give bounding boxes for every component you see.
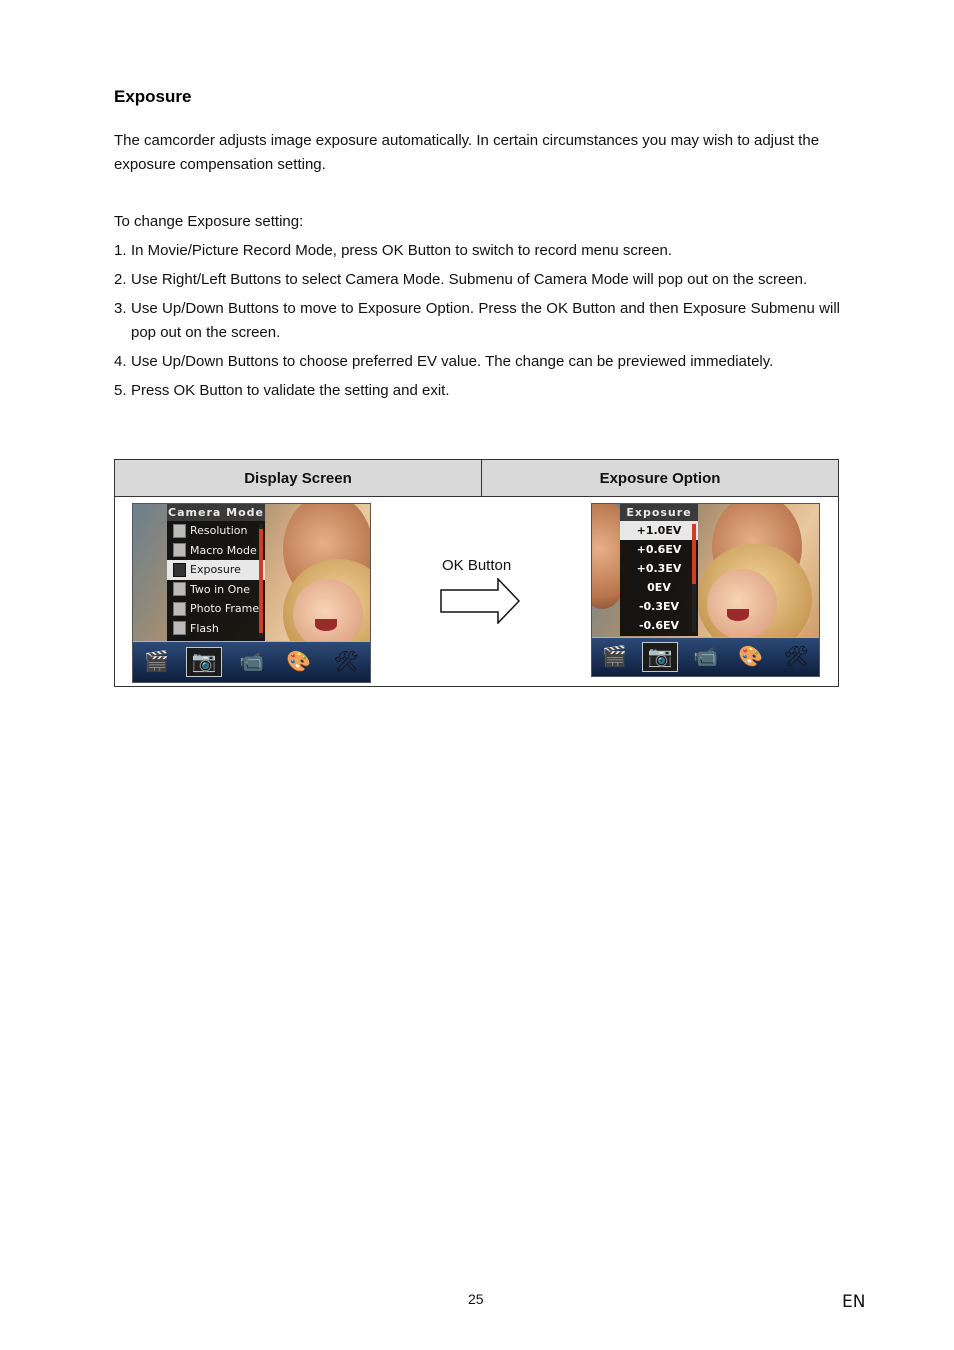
photo-frame-icon <box>173 602 186 616</box>
settings-tools-icon[interactable]: 🛠 <box>333 651 359 673</box>
language-code: EN <box>842 1292 866 1312</box>
exposure-icon <box>173 563 186 577</box>
menu-item-exposure[interactable]: Exposure <box>167 560 265 580</box>
settings-tools-icon[interactable]: 🛠 <box>783 646 809 668</box>
effect-palette-icon[interactable]: 🎨 <box>286 651 312 673</box>
menu-item-flash[interactable]: Flash <box>167 619 265 639</box>
webcam-icon[interactable]: 📹 <box>239 651 264 673</box>
step-item: 4. Use Up/Down Buttons to choose preferred EV value. The change can be previewed immediately. <box>114 353 774 370</box>
camera-mode-icon[interactable]: 📷 <box>642 642 678 672</box>
webcam-icon[interactable]: 📹 <box>693 646 718 668</box>
header-display-screen: Display Screen <box>115 460 482 497</box>
step-item: 2. Use Right/Left Buttons to select Camera Mode. Submenu of Camera Mode will pop out on the screen. <box>114 271 808 288</box>
menu-item-photo-frame[interactable]: Photo Frame <box>167 599 265 619</box>
effect-palette-icon[interactable]: 🎨 <box>738 646 764 668</box>
right-arrow-icon <box>440 578 522 624</box>
intro-paragraph: The camcorder adjusts image exposure automatically. In certain circumstances you may wish to adjust the exposure compensation setting. <box>114 132 820 173</box>
menu-item-two-in-one[interactable]: Two in One <box>167 580 265 600</box>
step-item: 1. In Movie/Picture Record Mode, press OK Button to switch to record menu screen. <box>114 242 673 259</box>
menu-scrollbar[interactable] <box>259 524 263 638</box>
menu-title: Exposure <box>620 504 698 521</box>
display-screen-camera-mode <box>132 503 371 683</box>
menu-scrollbar[interactable] <box>692 524 696 632</box>
exposure-menu <box>620 504 698 636</box>
resolution-icon <box>173 524 186 538</box>
movie-mode-icon[interactable]: 🎬 <box>144 651 170 673</box>
step-item: 5. Press OK Button to validate the setting and exit. <box>114 382 450 399</box>
step-item: 3. Use Up/Down Buttons to move to Exposure Option. Press the OK Button and then Exposure Submenu will pop out on the screen. <box>114 300 840 341</box>
flash-icon <box>173 621 186 635</box>
movie-mode-icon[interactable]: 🎬 <box>602 646 628 668</box>
camera-mode-icon[interactable]: 📷 <box>186 647 222 677</box>
camera-mode-menu <box>167 504 265 642</box>
display-screen-exposure <box>591 503 820 677</box>
ev-option[interactable]: -0.3EV <box>638 600 680 613</box>
menu-item-resolution[interactable]: Resolution <box>167 521 265 541</box>
menu-title: Camera Mode <box>168 506 264 519</box>
ev-option[interactable]: +0.6EV <box>636 543 682 556</box>
menu-item-macro-mode[interactable]: Macro Mode <box>167 541 265 561</box>
mode-toolbar <box>592 637 819 676</box>
steps-title: To change Exposure setting: <box>114 213 304 230</box>
ok-button-label: OK Button <box>442 557 512 574</box>
ev-option[interactable]: 0EV <box>647 581 671 594</box>
mode-toolbar <box>133 641 370 682</box>
ev-option[interactable]: -0.6EV <box>638 619 680 632</box>
ev-option[interactable]: +1.0EV <box>620 521 698 540</box>
ev-option[interactable]: +0.3EV <box>636 562 682 575</box>
macro-icon <box>173 543 186 557</box>
section-title: Exposure <box>114 87 192 106</box>
header-exposure-option: Exposure Option <box>482 460 838 497</box>
steps-list <box>114 239 840 408</box>
page-number: 25 <box>468 1291 484 1307</box>
two-in-one-icon <box>173 582 186 596</box>
